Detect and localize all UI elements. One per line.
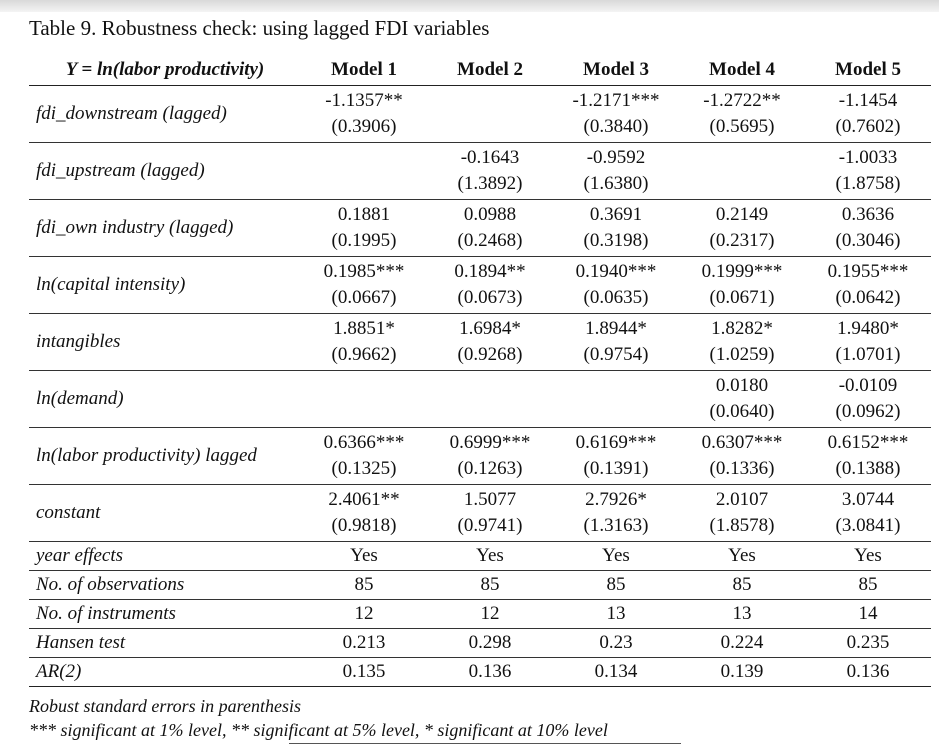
statistic-row [29, 570, 931, 599]
standard-error-value: (0.1263) [457, 457, 523, 479]
coefficient-cell [553, 199, 679, 256]
coefficient-cell [805, 427, 931, 484]
coefficient-value: 2.4061** [328, 488, 400, 510]
coefficient-value: 3.0744 [841, 488, 895, 510]
statistic-row [29, 657, 931, 686]
statistic-value: Yes [476, 544, 504, 566]
standard-error-value: (0.3198) [583, 229, 649, 251]
standard-error-value: (0.2317) [709, 229, 775, 251]
coefficient-cell [301, 85, 427, 142]
standard-error-value: (0.1995) [331, 229, 397, 251]
coefficient-value: 0.6999*** [449, 431, 531, 453]
coefficient-cell [427, 313, 553, 370]
coefficient-cell [805, 370, 931, 427]
variable-label: intangibles [36, 330, 121, 352]
coefficient-value: 1.8944* [585, 317, 647, 339]
statistic-value: 0.134 [594, 660, 638, 682]
coefficient-value: 1.8851* [333, 317, 395, 339]
statistic-value: 85 [858, 573, 878, 595]
standard-error-value: (1.3163) [583, 514, 649, 536]
table-title: Table 9. Robustness check: using lagged FDI variables [29, 16, 490, 40]
model-header: Model 4 [679, 55, 805, 85]
coefficient-cell [805, 313, 931, 370]
standard-error-value: (0.3906) [331, 115, 397, 137]
statistic-value: 0.213 [342, 631, 386, 653]
standard-error-value: (1.3892) [457, 172, 523, 194]
regression-table [29, 55, 931, 687]
statistic-value: Yes [728, 544, 756, 566]
coefficient-row [29, 370, 931, 427]
coefficient-cell [679, 199, 805, 256]
coefficient-cell [553, 142, 679, 199]
coefficient-cell [301, 256, 427, 313]
statistic-label: No. of observations [36, 573, 185, 595]
statistic-value: Yes [602, 544, 630, 566]
statistic-value: Yes [350, 544, 378, 566]
variable-label: fdi_own industry (lagged) [36, 216, 234, 238]
standard-error-value: (0.0640) [709, 400, 775, 422]
statistic-value: 0.298 [468, 631, 512, 653]
coefficient-value: -1.2171*** [572, 89, 660, 111]
coefficient-cell [301, 427, 427, 484]
coefficient-value: 2.7926* [585, 488, 647, 510]
standard-error-value: (0.0635) [583, 286, 649, 308]
coefficient-cell [427, 142, 553, 199]
statistic-value: 0.23 [599, 631, 633, 653]
coefficient-row [29, 484, 931, 541]
standard-error-value: (1.0259) [709, 343, 775, 365]
coefficient-cell [679, 85, 805, 142]
coefficient-value: 0.1999*** [701, 260, 783, 282]
coefficient-row [29, 427, 931, 484]
coefficient-cell [679, 313, 805, 370]
coefficient-cell [301, 142, 427, 199]
coefficient-value: 0.0988 [463, 203, 517, 225]
statistic-label: No. of instruments [36, 602, 176, 624]
coefficient-cell [427, 427, 553, 484]
coefficient-value: 0.1985*** [323, 260, 405, 282]
coefficient-cell [805, 484, 931, 541]
coefficient-value: 1.9480* [837, 317, 899, 339]
standard-error-value: (0.7602) [835, 115, 901, 137]
coefficient-cell [553, 484, 679, 541]
statistic-value: 0.224 [720, 631, 764, 653]
coefficient-value: 0.1940*** [575, 260, 657, 282]
standard-error-value: (1.6380) [583, 172, 649, 194]
standard-error-value: (0.5695) [709, 115, 775, 137]
standard-error-value: (0.0671) [709, 286, 775, 308]
coefficient-cell [805, 199, 931, 256]
statistic-value: 12 [354, 602, 374, 624]
standard-error-value: (0.9662) [331, 343, 397, 365]
model-header: Model 3 [553, 55, 679, 85]
statistic-value: Yes [854, 544, 882, 566]
coefficient-cell [553, 427, 679, 484]
statistic-value: 0.235 [846, 631, 890, 653]
coefficient-value: -0.9592 [586, 146, 646, 168]
statistic-value: 85 [606, 573, 626, 595]
table-notes [29, 694, 608, 742]
coefficient-cell [301, 484, 427, 541]
coefficient-cell [553, 313, 679, 370]
dependent-variable-header: Y = ln(labor productivity) [29, 55, 301, 85]
variable-label: fdi_upstream (lagged) [36, 159, 205, 181]
standard-error-value: (0.3840) [583, 115, 649, 137]
coefficient-row [29, 85, 931, 142]
coefficient-value: -1.2722** [703, 89, 781, 111]
coefficient-value: 0.1881 [337, 203, 391, 225]
statistic-label: AR(2) [36, 660, 82, 682]
variable-label: ln(demand) [36, 387, 124, 409]
coefficient-cell [679, 256, 805, 313]
window-top-edge [0, 0, 939, 12]
standard-error-value: (0.3046) [835, 229, 901, 251]
coefficient-value: 0.3691 [589, 203, 643, 225]
variable-label: ln(labor productivity) lagged [36, 444, 257, 466]
note-line: *** significant at 1% level, ** significant at 5% level, * significant at 10% level [29, 720, 608, 740]
model-header: Model 2 [427, 55, 553, 85]
coefficient-cell [301, 370, 427, 427]
standard-error-value: (0.1336) [709, 457, 775, 479]
coefficient-value: -0.0109 [838, 374, 898, 396]
coefficient-value: 2.0107 [715, 488, 769, 510]
statistic-value: 0.136 [468, 660, 512, 682]
coefficient-cell [427, 484, 553, 541]
standard-error-value: (0.1325) [331, 457, 397, 479]
coefficient-value: -1.1454 [838, 89, 898, 111]
statistic-label: Hansen test [36, 631, 126, 653]
standard-error-value: (0.9818) [331, 514, 397, 536]
coefficient-value: -0.1643 [460, 146, 520, 168]
statistic-row [29, 599, 931, 628]
coefficient-value: -1.0033 [838, 146, 898, 168]
coefficient-cell [679, 427, 805, 484]
coefficient-cell [805, 85, 931, 142]
coefficient-cell [427, 256, 553, 313]
model-header: Model 5 [805, 55, 931, 85]
statistic-value: 13 [606, 602, 626, 624]
coefficient-row [29, 256, 931, 313]
statistic-row [29, 541, 931, 570]
statistic-value: 85 [480, 573, 500, 595]
coefficient-cell [679, 484, 805, 541]
coefficient-row [29, 142, 931, 199]
coefficient-cell [427, 370, 553, 427]
model-header: Model 1 [301, 55, 427, 85]
statistic-value: 0.135 [342, 660, 386, 682]
note-line: Robust standard errors in parenthesis [29, 696, 302, 716]
coefficient-value: -1.1357** [325, 89, 403, 111]
standard-error-value: (0.0642) [835, 286, 901, 308]
statistic-value: 14 [858, 602, 878, 624]
coefficient-cell [805, 256, 931, 313]
coefficient-cell [427, 85, 553, 142]
coefficient-value: 1.6984* [459, 317, 521, 339]
standard-error-value: (1.0701) [835, 343, 901, 365]
standard-error-value: (0.1391) [583, 457, 649, 479]
coefficient-cell [553, 370, 679, 427]
coefficient-cell [679, 142, 805, 199]
standard-error-value: (3.0841) [835, 514, 901, 536]
coefficient-value: 0.6366*** [323, 431, 405, 453]
coefficient-value: 0.0180 [715, 374, 769, 396]
statistic-label: year effects [36, 544, 124, 566]
coefficient-cell [679, 370, 805, 427]
coefficient-cell [553, 85, 679, 142]
statistic-value: 13 [732, 602, 752, 624]
variable-label: ln(capital intensity) [36, 273, 186, 295]
standard-error-value: (1.8758) [835, 172, 901, 194]
standard-error-value: (0.0962) [835, 400, 901, 422]
standard-error-value: (0.9754) [583, 343, 649, 365]
coefficient-row [29, 199, 931, 256]
standard-error-value: (0.9741) [457, 514, 523, 536]
statistic-value: 12 [480, 602, 500, 624]
statistic-value: 0.139 [720, 660, 764, 682]
standard-error-value: (1.8578) [709, 514, 775, 536]
statistic-value: 85 [354, 573, 374, 595]
coefficient-value: 0.6307*** [701, 431, 783, 453]
coefficient-value: 0.3636 [841, 203, 895, 225]
coefficient-cell [301, 313, 427, 370]
coefficient-value: 0.2149 [715, 203, 769, 225]
coefficient-cell [427, 199, 553, 256]
standard-error-value: (0.0667) [331, 286, 397, 308]
coefficient-cell [805, 142, 931, 199]
coefficient-value: 0.6169*** [575, 431, 657, 453]
statistic-value: 0.136 [846, 660, 890, 682]
coefficient-value: 0.1955*** [827, 260, 909, 282]
header-row [29, 55, 931, 85]
statistic-value: 85 [732, 573, 752, 595]
standard-error-value: (0.0673) [457, 286, 523, 308]
standard-error-value: (0.2468) [457, 229, 523, 251]
coefficient-cell [301, 199, 427, 256]
standard-error-value: (0.9268) [457, 343, 523, 365]
coefficient-cell [553, 256, 679, 313]
coefficient-row [29, 313, 931, 370]
coefficient-value: 1.5077 [463, 488, 517, 510]
standard-error-value: (0.1388) [835, 457, 901, 479]
variable-label: fdi_downstream (lagged) [36, 102, 227, 124]
variable-label: constant [36, 501, 101, 523]
coefficient-value: 0.1894** [454, 260, 526, 282]
coefficient-value: 0.6152*** [827, 431, 909, 453]
coefficient-value: 1.8282* [711, 317, 773, 339]
statistic-row [29, 628, 931, 657]
